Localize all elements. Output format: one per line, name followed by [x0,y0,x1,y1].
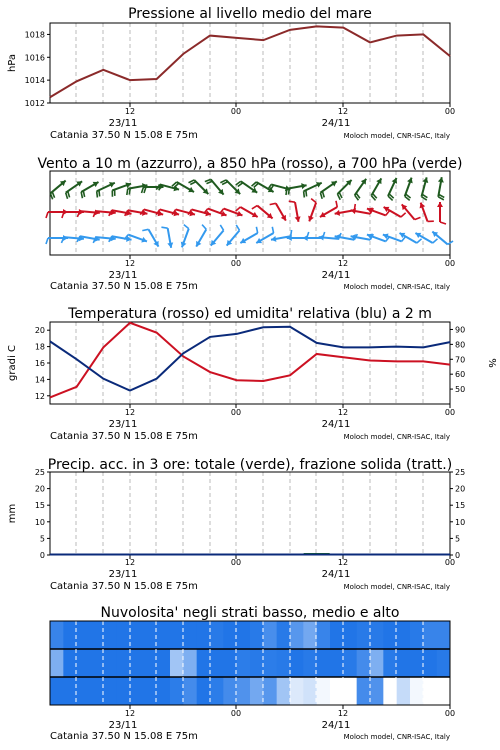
cloud-cell [410,649,424,677]
cloud-cell [130,677,144,705]
y-right-tick-label: 10 [455,517,466,527]
cloud-cell [330,677,344,705]
x-tick-label: 12 [337,709,349,718]
cloud-cell [103,677,117,705]
barb-feather [142,187,144,193]
cloud-cell [317,621,331,649]
cloud-cell [197,649,211,677]
cloud-cell [410,621,424,649]
cloud-cell [303,649,317,677]
x-tick-label: 00 [230,558,242,567]
wind-barb-700 [371,178,381,200]
y-tick-label: 12 [34,391,45,401]
y-tick-label: 1014 [24,76,45,86]
cloud-cell [383,677,397,705]
credit-label: Moloch model, CNR-ISAC, Italy [343,733,450,741]
cloud-cell [250,677,264,705]
barb-head [319,235,324,241]
cloud-cell [197,621,211,649]
date-label: 24/11 [321,118,351,129]
cloud-cell [143,677,157,705]
cloud-cell [237,621,251,649]
barb-feather [401,213,406,217]
x-tick-label: 00 [444,107,456,116]
y-tick-label: 20 [34,326,45,336]
y-axis-label: mm [7,503,18,524]
cloud-cell [77,677,91,705]
date-label: 24/11 [321,419,351,430]
barb-feather [270,203,276,204]
panel-title: Temperatura (rosso) ed umidita' relativa (blu) a 2 m [68,306,432,322]
y-right-tick-label: 5 [455,534,461,544]
cloud-cell [263,649,277,677]
barb-feather [184,225,189,229]
wind-barb-850 [420,203,434,222]
pressure-line [50,26,450,97]
barb-feather [81,192,82,198]
cloud-cell [437,621,451,649]
location-label: Catania 37.50 N 15.08 E 75m [50,731,198,742]
y-right-tick-label: 25 [455,468,466,477]
cloud-cell [437,649,451,677]
location-label: Catania 37.50 N 15.08 E 75m [50,281,198,292]
plot-frame [50,472,450,555]
credit-label: Moloch model, CNR-ISAC, Italy [343,132,450,140]
x-tick-label: 12 [124,408,136,417]
wind-barb-10m [181,225,189,248]
panel-title: Pressione al livello medio del mare [128,6,372,22]
cloud-cell [103,621,117,649]
y-right-tick-label: 0 [455,551,461,560]
cloud-cell [357,677,371,705]
x-tick-label: 00 [230,408,242,417]
barb-feather [336,201,337,207]
cloud-panel [50,605,455,742]
x-tick-label: 00 [444,259,456,268]
date-label: 23/11 [108,118,138,129]
barb-feather [417,239,422,243]
barb-head [303,235,308,241]
barb-feather [286,189,287,195]
cloud-cell [277,621,291,649]
wind-barb-700 [220,180,240,194]
y-tick-label: 18 [34,342,45,352]
barb-feather [320,193,322,199]
cloud-cell [143,621,157,649]
cloud-cell [223,677,237,705]
precip-panel [7,457,465,592]
cloud-cell [50,621,64,649]
x-tick-label: 12 [337,558,349,567]
wind-barb-850 [437,202,446,224]
date-label: 24/11 [321,270,351,281]
wind-barb-700 [438,177,444,200]
cloud-cell [330,621,344,649]
y-tick-label: 15 [34,501,45,511]
date-label: 23/11 [108,270,138,281]
y-right-tick-label: 15 [455,501,466,511]
x-tick-label: 12 [124,259,136,268]
credit-label: Moloch model, CNR-ISAC, Italy [343,283,450,291]
x-tick-label: 00 [230,709,242,718]
cloud-cell [223,649,237,677]
barb-feather [129,188,130,194]
cloud-cell [290,649,304,677]
cloud-cell [90,649,104,677]
plot-frame [50,23,450,103]
y-tick-label: 16 [34,359,45,368]
cloud-cell [170,677,184,705]
temperature-line [50,323,450,398]
wind-barb-850 [384,207,406,217]
cloud-cell [103,649,117,677]
barb-feather [289,201,295,202]
cloud-cell [250,621,264,649]
cloud-cell [50,677,64,705]
cloud-cell [357,649,371,677]
wind-barb-700 [66,181,82,199]
cloud-cell [210,621,224,649]
cloud-cell [63,621,77,649]
y-tick-label: 0 [39,551,45,560]
cloud-cell [157,649,171,677]
cloud-cell [90,621,104,649]
cloud-cell [77,649,91,677]
panel-title: Vento a 10 m (azzurro), a 850 hPa (rosso), a 700 hPa (verde) [37,156,463,172]
x-tick-label: 12 [337,259,349,268]
cloud-cell [263,677,277,705]
barb-feather [127,189,128,195]
cloud-cell [290,677,304,705]
cloud-cell [117,649,131,677]
cloud-cell [63,649,77,677]
barb-head [437,202,443,207]
cloud-cell [117,677,131,705]
cloud-cell [370,621,384,649]
credit-label: Moloch model, CNR-ISAC, Italy [343,583,450,591]
barb-feather [46,212,48,218]
wind-barb-850 [308,199,316,222]
cloud-cell [50,649,64,677]
cloud-cell [383,621,397,649]
location-label: Catania 37.50 N 15.08 E 75m [50,581,198,592]
y-right-tick-label: 50 [455,385,466,395]
barb-feather [256,227,257,233]
cloud-cell [237,649,251,677]
date-label: 24/11 [321,569,351,580]
barb-feather [252,206,257,209]
cloud-cell [330,649,344,677]
date-label: 23/11 [108,569,138,580]
y-right-tick-label: 20 [455,484,466,494]
plot-frame [50,322,450,404]
y-tick-label: 14 [34,375,45,385]
cloud-cell [290,621,304,649]
barb-feather [50,193,52,199]
barb-feather [322,191,324,197]
cloud-cell [343,649,357,677]
y-tick-label: 1018 [24,30,45,40]
y-tick-label: 25 [34,468,45,477]
wind-panel [37,156,462,292]
wind-barb-850 [320,201,337,217]
wind-barb-700 [81,182,98,198]
date-label: 23/11 [108,419,138,430]
cloud-cell [223,621,237,649]
panel-title: Nuvolosita' negli strati basso, medio e alto [100,605,400,621]
cloud-cell [343,677,357,705]
y-axis-label: hPa [7,53,18,73]
wind-barb-850 [289,201,301,222]
wind-barb-700 [337,180,351,200]
barb-feather [83,191,84,197]
barb-feather [206,181,212,183]
cloud-cell [130,649,144,677]
cloud-cell [143,649,157,677]
temperature-panel [7,306,497,442]
cloud-cell [397,649,411,677]
cloud-cell [157,677,171,705]
y-right-tick-label: 90 [455,325,466,335]
x-tick-label: 00 [230,107,242,116]
barb-feather [97,191,98,197]
cloud-cell [77,621,91,649]
cloud-cell [90,677,104,705]
y-axis-label: gradi C [7,345,18,381]
barb-feather [306,190,307,196]
cloud-cell [423,621,437,649]
cloud-cell [423,677,437,705]
y-tick-label: 5 [39,534,45,544]
wind-barb-10m [256,227,273,243]
barb-feather [415,217,421,219]
cloud-cell [317,649,331,677]
barb-feather [433,239,438,243]
cloud-cell [170,621,184,649]
y-tick-label: 1012 [24,99,45,108]
x-tick-label: 00 [444,408,456,417]
cloud-cell [117,621,131,649]
cloud-cell [197,677,211,705]
wind-barb-10m [161,227,173,248]
cloud-cell [303,677,317,705]
cloud-cell [370,649,384,677]
cloud-cell [277,649,291,677]
barb-feather [304,191,305,197]
wind-barb-10m [240,227,257,243]
barb-feather [66,193,68,199]
y-right-axis-label: % [486,358,497,368]
x-tick-label: 00 [444,558,456,567]
cloud-cell [303,621,317,649]
barb-feather [236,225,239,230]
x-tick-label: 12 [337,107,349,116]
y-right-tick-label: 80 [455,340,466,350]
cloud-cell [423,649,437,677]
y-tick-label: 1016 [24,53,45,63]
cloud-cell [397,677,411,705]
x-tick-label: 12 [337,408,349,417]
barb-feather [99,190,100,196]
location-label: Catania 37.50 N 15.08 E 75m [50,431,198,442]
date-label: 24/11 [321,720,351,731]
wind-barb-700 [320,181,336,199]
cloud-cell [370,677,384,705]
x-tick-label: 12 [124,709,136,718]
cloud-cell [410,677,424,705]
cloud-cell [263,621,277,649]
pressure-panel [7,6,455,141]
cloud-cell [250,649,264,677]
cloud-cell [157,621,171,649]
wind-barb-10m [196,225,206,247]
wind-barb-850 [402,204,421,219]
date-label: 23/11 [108,720,138,731]
x-tick-label: 12 [124,107,136,116]
wind-barb-10m [211,225,224,246]
cloud-cell [343,621,357,649]
barb-feather [272,227,273,233]
cloud-cell [277,677,291,705]
y-right-tick-label: 70 [455,355,466,365]
x-tick-label: 12 [124,558,136,567]
panels [7,6,497,742]
cloud-cell [130,621,144,649]
wind-barb-700 [405,178,413,201]
cloud-cell [397,621,411,649]
wind-barb-10m [227,225,240,246]
cloud-cell [183,649,197,677]
cloud-cell [317,677,331,705]
barb-feather [311,199,316,203]
wind-barb-700 [50,181,65,200]
barb-feather [46,238,48,244]
cloud-cell [383,649,397,677]
wind-barb-700 [355,179,366,200]
cloud-cell [210,649,224,677]
cloud-cell [170,649,184,677]
cloud-cell [183,621,197,649]
barb-feather [440,222,446,224]
y-tick-label: 10 [34,517,45,527]
credit-label: Moloch model, CNR-ISAC, Italy [343,433,450,441]
wind-barb-700 [388,178,397,200]
barb-feather [68,191,70,197]
cloud-cell [210,677,224,705]
barb-feather [161,227,167,228]
barb-feather [142,229,148,230]
cloud-cell [357,621,371,649]
x-tick-label: 00 [230,259,242,268]
barb-feather [52,192,54,198]
cloud-cell [63,677,77,705]
cloud-cell [183,677,197,705]
cloud-cell [437,677,451,705]
barb-feather [288,188,289,194]
cloud-cell [237,677,251,705]
y-tick-label: 20 [34,484,45,494]
y-right-tick-label: 60 [455,370,466,380]
barb-feather [220,225,223,230]
location-label: Catania 37.50 N 15.08 E 75m [50,130,198,141]
x-tick-label: 00 [444,709,456,718]
wind-barb-850 [46,209,68,218]
panel-title: Precip. acc. in 3 ore: totale (verde), frazione solida (tratt.) [47,457,453,473]
barb-feather [202,225,206,230]
